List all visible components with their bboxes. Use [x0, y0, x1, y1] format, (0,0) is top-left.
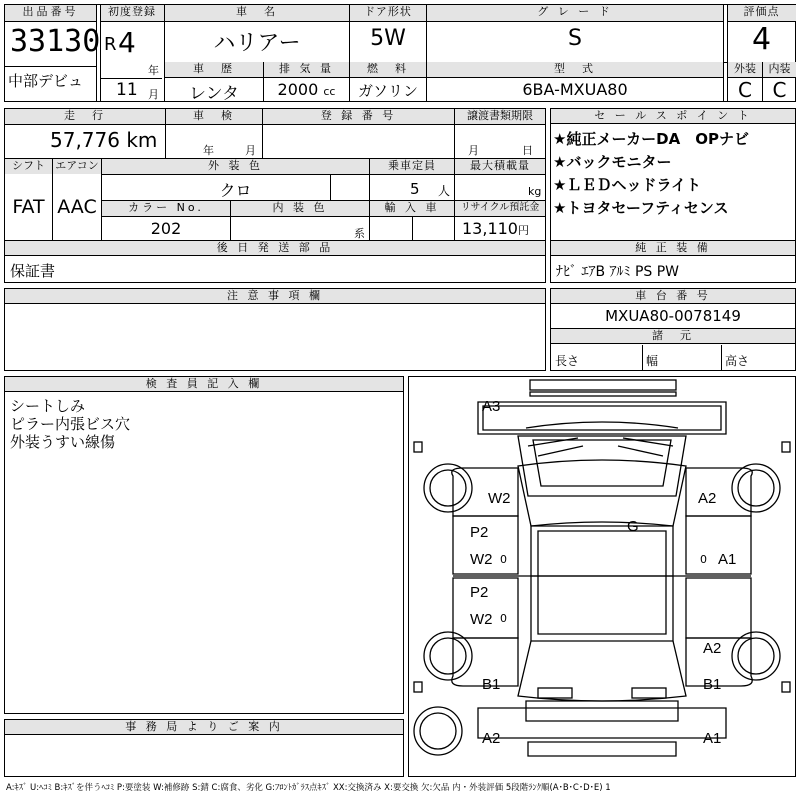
ac-header: エアコン: [53, 159, 101, 174]
sales-point-1: ★純正メーカーDA OPナビ: [553, 130, 749, 148]
model: 6BA-MXUA80: [522, 80, 628, 99]
grade: S: [568, 26, 582, 51]
chassis-header: 車 台 番 号: [551, 289, 795, 304]
lot-no-header: 出品番号: [5, 5, 96, 21]
mark-a1-front-right-door: A1: [718, 551, 737, 568]
mark-p2-rear-door: P2: [470, 584, 489, 601]
displacement-header: 排 気 量: [264, 62, 349, 78]
notes-header: 注 意 事 項 欄: [5, 289, 545, 304]
later-parts: 保証書: [10, 262, 56, 280]
score-header: 評価点: [727, 5, 796, 22]
int-color-header: 内 装 色: [231, 201, 369, 216]
mark-p2-front-door: P2: [470, 524, 489, 541]
color-no-header: カラー No.: [102, 201, 230, 216]
sales-point-4: ★トヨタセーフティセンス: [553, 199, 729, 217]
recycle: 13,110円: [462, 219, 529, 238]
mileage: 57,776 km: [50, 128, 158, 152]
mark-g: G: [627, 518, 639, 535]
month: 11: [116, 80, 138, 100]
later-header: 後 日 発 送 部 品: [5, 241, 545, 256]
equip-header: 純 正 装 備: [551, 241, 795, 256]
equip: ﾅﾋﾞ ｴｱB ｱﾙﾐ PS PW: [556, 264, 680, 280]
mark-b1-rear-right: B1: [703, 676, 722, 693]
legend: A:ｷｽﾞ U:ﾍｺﾐ B:ｷｽﾞを伴うﾍｺﾐ P:要塗装 W:補修跡 S:錆 C:腐食、劣化 G:ﾌﾛﾝﾄｶﾞﾗｽ点ｷｽﾞ XX:交換済み X:要交換 欠:欠品 内・外装評価 5段階ﾗﾝｸ順(A･B･C･D･E) 1: [6, 783, 611, 793]
inspection-header: 車 検: [166, 109, 262, 124]
door: 5W: [370, 26, 406, 51]
mark-a2-rear-right: A2: [703, 640, 722, 657]
car-name-header: 車 名: [165, 5, 349, 22]
history: レンタ: [189, 84, 239, 104]
shift-header: シフト: [5, 159, 52, 174]
ext-grade: C: [738, 78, 752, 102]
era: R: [104, 34, 117, 55]
month-unit: 月: [148, 88, 159, 101]
reg-no-header: 登 録 番 号: [263, 109, 454, 124]
year: 4: [118, 26, 136, 59]
int-grade: C: [772, 78, 787, 102]
shift: FAT: [12, 196, 45, 218]
mileage-header: 走 行: [5, 109, 165, 124]
capacity-header: 乗車定員: [370, 159, 454, 174]
import-header: 輸 入 車: [370, 201, 454, 216]
sales-point-3: ★ＬＥＤヘッドライト: [553, 176, 701, 194]
fuel: ガソリン: [357, 82, 418, 100]
lot-no: 33130: [10, 24, 101, 59]
chassis-no: MXUA80-0078149: [605, 307, 741, 325]
grade-header: グ レ ー ド: [427, 5, 723, 22]
mark-b1-rear-left: B1: [482, 676, 501, 693]
car-diagram: [408, 376, 796, 777]
mark-a1-bumper-right: A1: [703, 730, 722, 747]
inspector-line-1: シートしみ: [10, 397, 86, 415]
mark-a2-front-right: A2: [698, 490, 717, 507]
year-unit: 年: [148, 64, 159, 77]
mark-a2-bumper-left: A2: [482, 730, 501, 747]
door-header: ドア形状: [350, 5, 426, 22]
mark-w2-rear-door: W2: [470, 611, 493, 628]
model-header: 型 式: [427, 62, 723, 78]
mark-w2-front-door: W2: [470, 551, 493, 568]
inspector-line-2: ピラー内張ビス穴: [10, 415, 131, 433]
ac: AAC: [57, 196, 97, 218]
recycle-header: リサイクル預託金: [455, 201, 545, 216]
office-header: 事 務 局 よ り ご 案 内: [5, 720, 403, 735]
fuel-header: 燃 料: [350, 62, 426, 78]
ext-header: 外装: [728, 62, 762, 78]
sales-point-2: ★バックモニター: [553, 153, 672, 171]
inspector-line-3: 外装うすい線傷: [10, 433, 116, 451]
inspector-header: 検 査 員 記 入 欄: [5, 377, 403, 392]
transfer-header: 譲渡書類期限: [455, 109, 545, 124]
sales-header: セ ー ル ス ポ イ ン ト: [551, 109, 795, 124]
debut-label: 中部デビュ: [8, 72, 84, 90]
car-name: ハリアー: [213, 31, 301, 56]
mark-a3: A3: [482, 398, 501, 415]
displacement: 2000 cc: [277, 80, 336, 99]
score: 4: [751, 22, 772, 57]
ext-color-header: 外 装 色: [102, 159, 369, 174]
ext-color: クロ: [219, 181, 252, 200]
color-no: 202: [150, 219, 182, 238]
max-load-header: 最大積載量: [455, 159, 545, 174]
history-header: 車 歴: [165, 62, 263, 78]
first-reg-header: 初度登録: [100, 5, 164, 22]
dims-header: 諸 元: [551, 329, 795, 344]
mark-w2-front-left: W2: [488, 490, 511, 507]
int-header: 内装: [763, 62, 796, 78]
